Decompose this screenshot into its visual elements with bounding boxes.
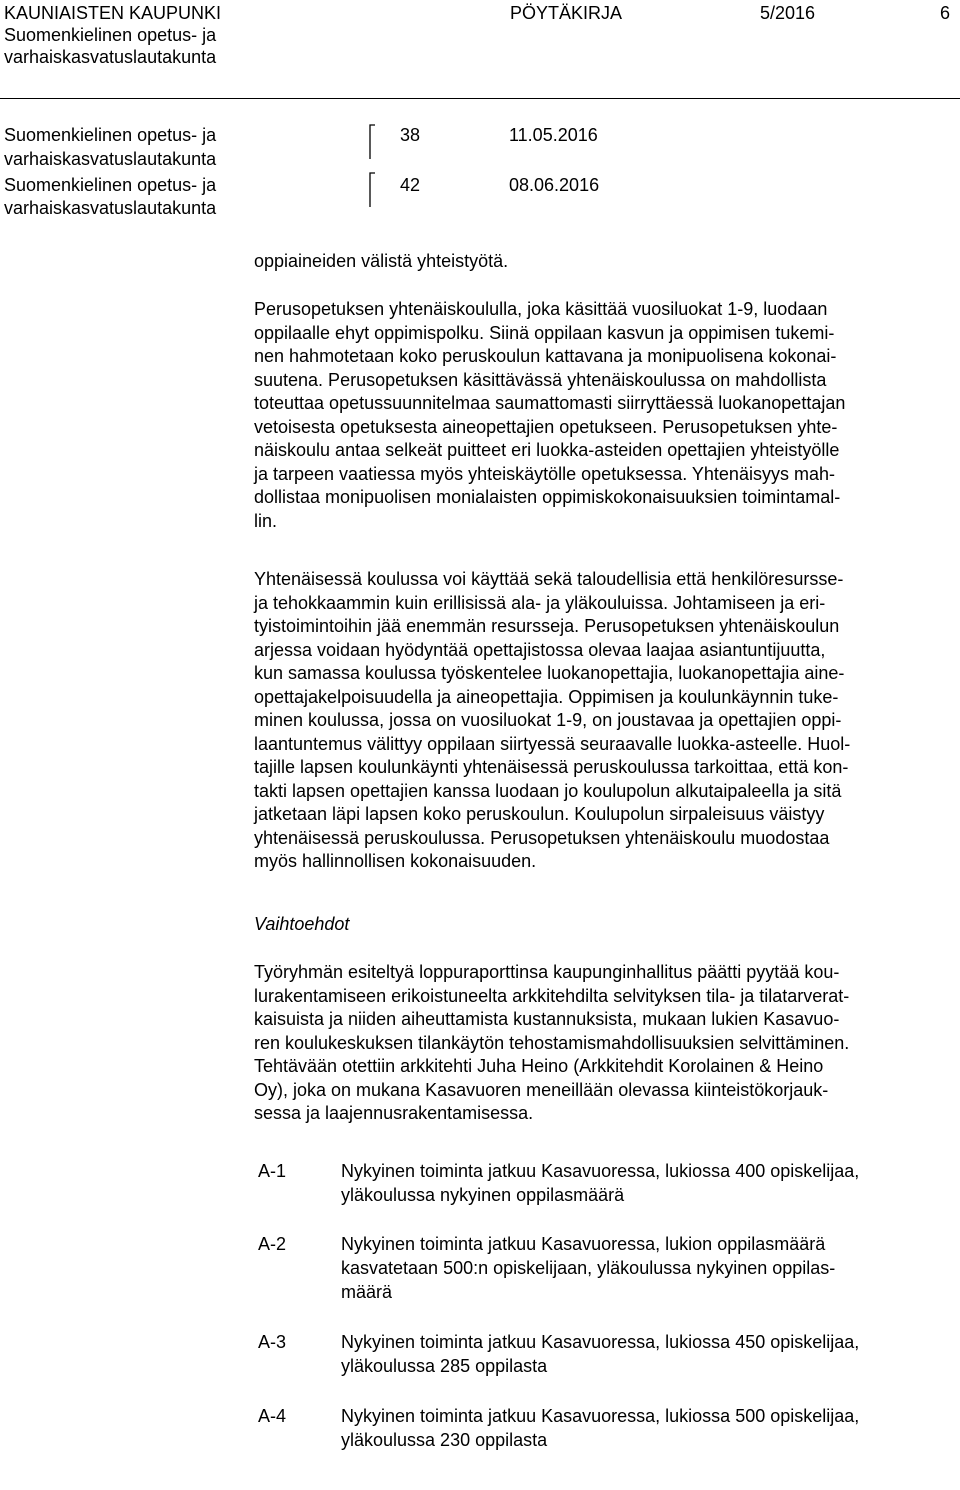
text-line: tyistoimintoihin jää enemmän resursseja. Perusopetuksen yhtenäiskoulun xyxy=(254,616,840,636)
paragraph-1 xyxy=(254,250,956,274)
text-line: ja tarpeen vaatiessa myös yhteiskäytölle opetuksessa. Yhtenäisyys mah- xyxy=(254,463,835,484)
alternative-description xyxy=(341,1404,859,1452)
paragraph-4 xyxy=(254,961,956,1126)
text-line: Perusopetuksen yhtenäiskoululla, joka käsittää vuosiluokat 1-9, luodaan xyxy=(254,299,828,319)
reference-section: 38 xyxy=(400,125,421,145)
reference-body-line1: Suomenkielinen opetus- ja xyxy=(4,125,217,145)
alternative-code: A-1 xyxy=(258,1161,287,1181)
text-line: suutena. Perusopetuksen käsittävässä yhtenäiskoulussa on mahdollista xyxy=(254,369,827,390)
reference-body-line2: varhaiskasvatuslautakunta xyxy=(4,198,217,218)
text-line: näiskoulu antaa selkeät puitteet eri luokka-asteiden opettajien yhteistyölle xyxy=(254,440,840,460)
text-line: lurakentamiseen erikoistuneelta arkkitehdilta selvityksen tila- ja tilatarverat- xyxy=(254,985,850,1006)
doc-type: PÖYTÄKIRJA xyxy=(510,3,623,23)
text-line: sessa ja laajennusrakentamisessa. xyxy=(254,1103,534,1123)
reference-date: 08.06.2016 xyxy=(509,175,600,195)
alternative-code: A-2 xyxy=(258,1234,287,1254)
text-line: tajille lapsen koulunkäynti yhtenäisessä peruskoulussa tarkoittaa, että kon- xyxy=(254,757,849,777)
text-line: määrä xyxy=(341,1282,393,1302)
text-line: takti lapsen opettajien kanssa luodaan jo koulupolun alkutaipaleella ja sitä xyxy=(254,780,842,801)
text-line: Tehtävään otettiin arkkitehti Juha Heino (Arkkitehdit Korolainen & Heino xyxy=(254,1056,824,1076)
reference-body-line1: Suomenkielinen opetus- ja xyxy=(4,175,217,195)
paragraph-3 xyxy=(254,568,956,874)
text-line: yläkoulussa 230 oppilasta xyxy=(341,1430,548,1450)
text-line: oppilaalle ehyt oppimispolku. Siinä oppilaan kasvun ja oppimisen tukemi- xyxy=(254,322,835,343)
alternative-code: A-4 xyxy=(258,1406,287,1426)
text-line: laantuntemus välittyy oppilaan siirtyessä seuraavalle luokka-asteelle. Huol- xyxy=(254,733,851,754)
text-line: opettajakelpoisuudella ja aineopettajia. Oppimisen ja koulunkäynnin tuke- xyxy=(254,686,839,707)
alternative-description xyxy=(341,1330,859,1378)
page-number: 6 xyxy=(940,3,951,23)
text-line: kasvatetaan 500:n opiskelijaan, yläkoulussa nykyinen oppilas- xyxy=(341,1258,836,1278)
text-line: lin. xyxy=(254,510,278,531)
text-line: Nykyinen toiminta jatkuu Kasavuoressa, lukiossa 450 opiskelijaa, xyxy=(341,1332,860,1352)
reference-body-line2: varhaiskasvatuslautakunta xyxy=(4,149,217,169)
text-line: kun samassa koulussa työskentelee luokanopettajia, luokanopettajia aine- xyxy=(254,663,845,683)
text-line: myös hallinnollisen kokonaisuuden. xyxy=(254,851,537,871)
text-line: Nykyinen toiminta jatkuu Kasavuoressa, lukiossa 400 opiskelijaa, xyxy=(341,1161,860,1181)
text-line: minen koulussa, jossa on vuosiluokat 1-9, on joustavaa ja opettajien oppi- xyxy=(254,710,842,730)
reference-date: 11.05.2016 xyxy=(509,125,598,145)
text-line: yläkoulussa 285 oppilasta xyxy=(341,1356,548,1376)
section-subheading: Vaihtoehdot xyxy=(254,914,350,934)
text-line: Nykyinen toiminta jatkuu Kasavuoressa, lukiossa 500 opiskelijaa, xyxy=(341,1406,860,1426)
alternative-description xyxy=(341,1159,859,1207)
section-bracket-icon xyxy=(368,124,376,160)
reference-section: 42 xyxy=(400,175,421,195)
alternative-description xyxy=(341,1232,835,1304)
text-line: Oy), joka on mukana Kasavuoren meneillään olevassa kiinteistökorjauk- xyxy=(254,1079,829,1100)
section-bracket-icon xyxy=(368,172,376,208)
text-line: yläkoulussa nykyinen oppilasmäärä xyxy=(341,1185,625,1205)
text-line: nen hahmotetaan koko peruskoulun kattavana ja monipuolisena kokonai- xyxy=(254,346,837,366)
paragraph-2 xyxy=(254,298,956,533)
committee-name-line1: Suomenkielinen opetus- ja xyxy=(4,25,217,45)
text-line: toteuttaa opetussuunnitelmaa saumattomasti siirryttäessä luokanopettajan xyxy=(254,393,846,413)
text-line: arjessa voidaan hyödyntää opettajistossa olevaa laajaa asiantuntijuutta, xyxy=(254,639,826,660)
text-line: kaisuista ja niiden aiheuttamista kustannuksista, mukaan lukien Kasavuo- xyxy=(254,1009,840,1029)
text-line: Yhtenäisessä koulussa voi käyttää sekä taloudellisia että henkilöresursse- xyxy=(254,569,844,589)
org-name: KAUNIAISTEN KAUPUNKI xyxy=(4,3,222,23)
text-line: ja tehokkaammin kuin erillisissä ala- ja yläkouluissa. Johtamiseen ja eri- xyxy=(254,592,826,613)
committee-name-line2: varhaiskasvatuslautakunta xyxy=(4,47,217,67)
text-line: vetoisesta opetuksesta aineopettajien opetukseen. Perusopetuksen yhte- xyxy=(254,416,838,437)
doc-number: 5/2016 xyxy=(760,3,816,23)
text-line: yhtenäisessä peruskoulussa. Perusopetuksen yhtenäiskoulu muodostaa xyxy=(254,827,830,848)
text-line: Työryhmän esiteltyä loppuraporttinsa kaupunginhallitus päätti pyytää kou- xyxy=(254,962,840,982)
header-divider xyxy=(0,98,960,99)
text-line: dollistaa monipuolisen monialaisten oppimiskokonaisuuksien toimintamal- xyxy=(254,487,841,507)
alternative-code: A-3 xyxy=(258,1332,287,1352)
text-line: ren koulukeskuksen tilankäytön tehostamismahdollisuuksien selvittäminen. xyxy=(254,1032,850,1053)
text-line: Nykyinen toiminta jatkuu Kasavuoressa, lukion oppilasmäärä xyxy=(341,1234,826,1254)
text-line: oppiaineiden välistä yhteistyötä. xyxy=(254,251,509,271)
text-line: jatketaan läpi lapsen koko peruskoulun. Koulupolun sirpaleisuus väistyy xyxy=(254,804,825,824)
